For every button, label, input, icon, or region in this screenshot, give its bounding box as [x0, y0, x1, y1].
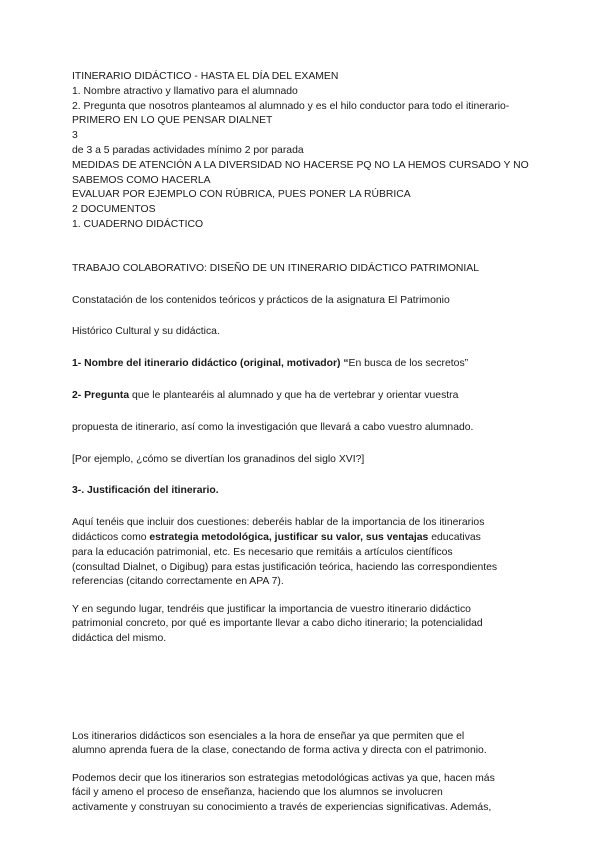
intro-line: Histórico Cultural y su didáctica. — [72, 326, 220, 338]
notes-line: 3 — [72, 130, 78, 142]
document-page — [72, 70, 532, 829]
notes-line: de 3 a 5 paradas actividades mínimo 2 por parada — [72, 144, 304, 156]
item-question-label: 2- Pregunta — [72, 389, 130, 401]
body-paragraph: Los itinerarios didácticos son esenciales a la hora de enseñar ya que permiten que el alumno aprenda fuera de la clase, conectando de forma activa y directa con el patrimonio. — [72, 730, 487, 757]
notes-line: 2 DOCUMENTOS — [72, 204, 156, 216]
justification-paragraph: Aquí tenéis que incluir dos cuestiones: deberéis hablar de la importancia de los itinerarios didácticos como estrategia metodológica, justificar su valor, sus ventajas educativas para la educación patrimonial, etc. Es necesario que remitáis a artículos científicos (consultad Dialnet, o Digibug) para estas justificación teórica, haciendo las correspondientes referencias (citando correctamente en APA 7). — [72, 517, 498, 588]
notes-block — [72, 70, 532, 233]
item-name-label: 1- Nombre del itinerario didáctico (original, motivador) “ — [72, 358, 349, 370]
notes-line: 2. Pregunta que nosotros planteamos al alumnado y es el hilo conductor para todo el itinerario- — [72, 100, 510, 112]
assignment-block — [72, 262, 532, 816]
notes-line: 1. Nombre atractivo y llamativo para el alumnado — [72, 85, 298, 97]
body-paragraph: Podemos decir que los itinerarios son estrategias metodológicas activas ya que, hacen más fácil y ameno el proceso de enseñanza, haciendo que los alumnos se involucren activamente y construyan su conocimiento a través de experiencias significativas. Además, — [72, 772, 495, 814]
item-name-value: En busca de los secretos” — [348, 358, 469, 370]
item-question — [72, 389, 532, 404]
notes-line: EVALUAR POR EJEMPLO CON RÚBRICA, PUES PONER LA RÚBRICA — [72, 189, 411, 201]
item-question-cont: propuesta de itinerario, así como la investigación que llevará a cabo vuestro alumnado. — [72, 421, 474, 433]
justification-paragraph: Y en segundo lugar, tendréis que justificar la importancia de vuestro itinerario didáctico patrimonial concreto, por qué es importante llevar a cabo dicho itinerario; la potencialidad didáctica del mismo. — [72, 603, 483, 645]
item-question-text: que le plantearéis al alumnado y que ha de vertebrar y orientar vuestra — [129, 389, 459, 401]
notes-line: 1. CUADERNO DIDÁCTICO — [72, 218, 204, 230]
notes-line: MEDIDAS DE ATENCIÓN A LA DIVERSIDAD NO HACERSE PQ NO LA HEMOS CURSADO Y NO SABEMOS COMO HACERLA — [72, 159, 529, 186]
intro-line: Constatación de los contenidos teóricos y prácticos de la asignatura El Patrimonio — [72, 294, 450, 306]
item-name — [72, 357, 532, 372]
notes-heading: ITINERARIO DIDÁCTICO - HASTA EL DÍA DEL EXAMEN — [72, 71, 339, 82]
notes-line: PRIMERO EN LO QUE PENSAR DIALNET — [72, 115, 273, 127]
assignment-title: TRABAJO COLABORATIVO: DISEÑO DE UN ITINERARIO DIDÁCTICO PATRIMONIAL — [72, 262, 480, 274]
item-question-example: [Por ejemplo, ¿cómo se divertían los granadinos del siglo XVI?] — [72, 453, 365, 465]
item-justification-heading: 3-. Justificación del itinerario. — [72, 485, 219, 497]
